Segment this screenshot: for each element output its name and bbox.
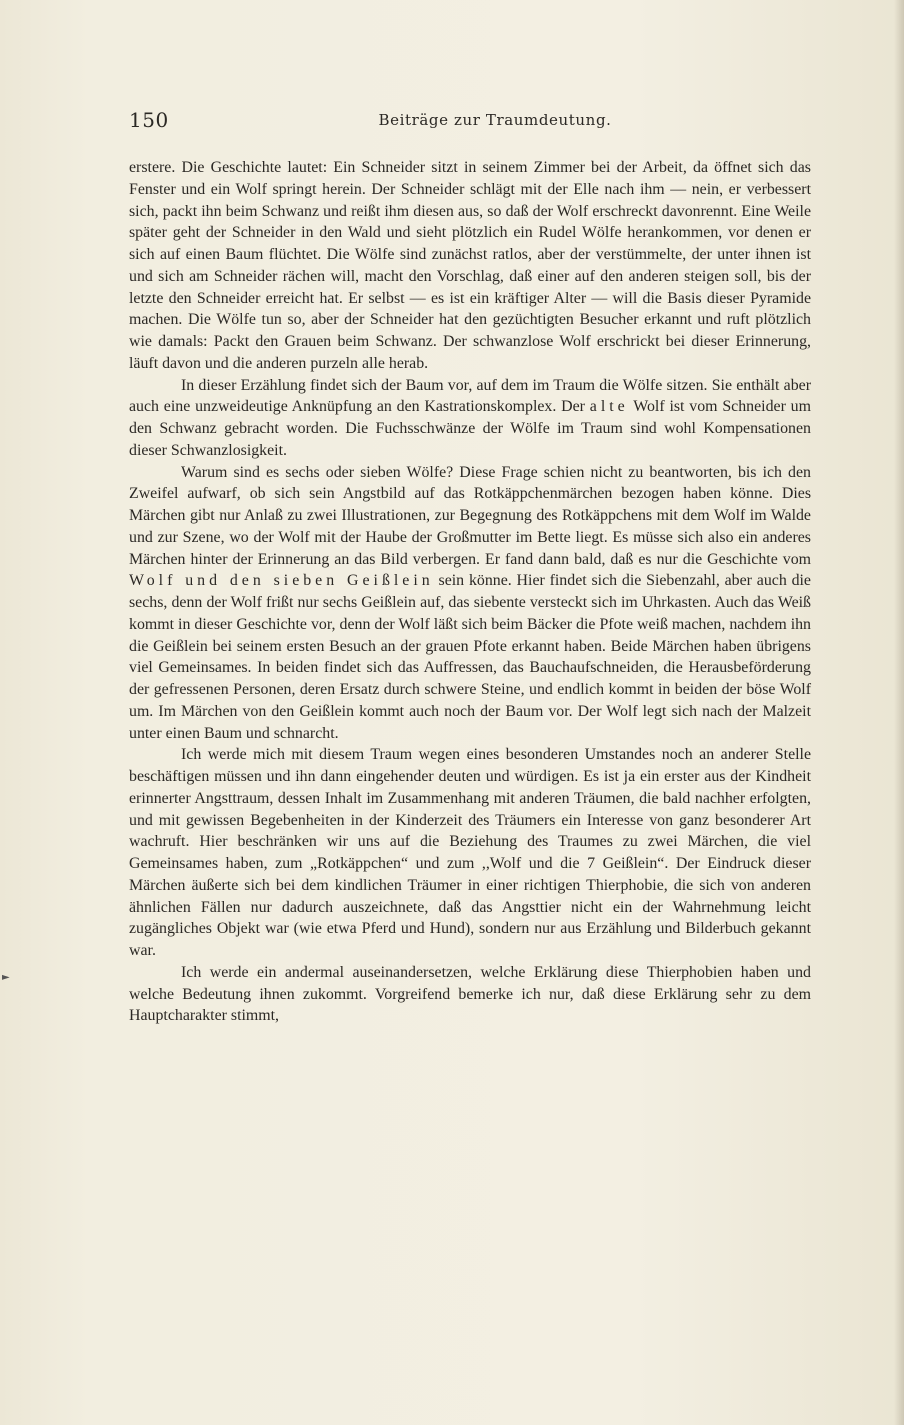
emphasized-text: Wolf und den sieben Geißlein [129, 572, 434, 590]
page-header [129, 108, 811, 132]
emphasized-text: alte [589, 398, 629, 416]
paragraph [129, 375, 811, 462]
paragraph [129, 962, 811, 1027]
body-text [129, 157, 811, 1027]
page-number: 150 [129, 108, 169, 132]
paragraph-text: Ich werde ein andermal auseinandersetzen, welche Erklärung diese Thierphobien haben und welche Bedeutung ihnen zukommt. Vorgreifend bemerke ich nur, daß diese Erklärung sehr zu dem Hauptcharakter stimmt, [129, 963, 811, 1025]
running-title: Beiträge zur Traumdeutung. [378, 111, 612, 129]
paragraph [129, 157, 811, 375]
paragraph-text: Ich werde mich mit diesem Traum wegen eines besonderen Umstandes noch an anderer Stelle beschäftigen müssen und ihn dann eingehender deuten und würdigen. Es ist ja ein erster aus der Kindheit erinnerter Angsttraum, dessen Inhalt im Zusammenhang mit anderen Träumen, die bald nachher erfolgten, und mit gewissen Begebenheiten in der Kinderzeit des Träumers ein Interesse von ganz besonderer Art wachruft. Hier beschränken wir uns auf die Beziehung des Traumes zu zwei Märchen, die viel Gemeinsames haben, zum „Rotkäppchen“ und zum ,,Wolf und die 7 Geißlein“. Der Eindruck dieser Märchen äußerte sich bei dem kindlichen Träumer in einer richtigen Thierphobie, die sich von anderen ähnlichen Fällen nur dadurch auszeichnete, daß das Angsttier nicht ein der Wahrnehmung leicht zugängliches Objekt war (wie etwa Pferd und Hund), sondern nur aus Erzählung und Bilderbuch gekannt war. [129, 746, 811, 959]
paragraph [129, 744, 811, 962]
page-gutter-shadow [894, 0, 904, 1425]
paragraph [129, 462, 811, 745]
paragraph-text: Warum sind es sechs oder sieben Wölfe? Diese Frage schien nicht zu beantworten, bis ich den Zweifel aufwarf, ob sich sein Angstbild auf das Rotkäppchenmärchen bezogen haben könne. Dies Märchen gibt nur Anlaß zu zwei Illustrationen, zur Begegnung des Rotkäppchens mit dem Wolf im Walde und zur Szene, wo der Wolf mit der Haube der Großmutter im Bette liegt. Es müsse sich also ein anderes Märchen hinter der Erinnerung an das Bild verbergen. Er fand dann bald, daß es nur die Geschichte vom [129, 463, 811, 568]
paragraph-text: erstere. Die Geschichte lautet: Ein Schneider sitzt in seinem Zimmer bei der Arbeit, da öffnet sich das Fenster und ein Wolf springt herein. Der Schneider schlägt mit der Elle nach ihm — nein, er verbessert sich, packt ihn beim Schwanz und reißt ihm diesen aus, so daß der Wolf erschreckt davonrennt. Eine Weile später geht der Schneider in den Wald und sieht plötzlich ein Rudel Wölfe herankommen, vor denen er sich auf einen Baum flüchtet. Die Wölfe sind zunächst ratlos, aber der verstümmelte, der unter ihnen ist und sich am Schneider rächen will, macht den Vorschlag, daß einer auf den anderen steigen soll, bis der letzte den Schneider erreicht hat. Er selbst — es ist ein kräftiger Alter — will die Basis dieser Pyramide machen. Die Wölfe tun so, aber der Schneider hat den gezüchtigten Besucher erkannt und ruft plötzlich wie damals: Packt den Grauen beim Schwanz. Der schwanzlose Wolf erschrickt bei dieser Erinnerung, läuft davon und die anderen purzeln alle herab. [129, 159, 811, 372]
paragraph-text: Wolf ist vom Schneider um den Schwanz gebracht worden. Die Fuchsschwänze der Wölfe im Traum sind wohl Kompensationen dieser Schwanzlosigkeit. [129, 398, 811, 459]
margin-mark-icon: ► [2, 972, 10, 983]
paragraph-text: In dieser Erzählung findet sich der Baum vor, auf dem im Traum die Wölfe sitzen. Sie enthält aber auch eine unzweideutige Anknüpfung an den Kastrationskomplex. Der [129, 376, 811, 416]
paragraph-text: sein könne. Hier findet sich die Siebenzahl, aber auch die sechs, denn der Wolf frißt nur sechs Geißlein auf, das siebente versteckt sich im Uhrkasten. Auch das Weiß kommt in dieser Geschichte vor, denn der Wolf läßt sich beim Bäcker die Pfote weiß machen, nachdem ihn die Geißlein bei seinem ersten Besuch an der grauen Pfote erkannt haben. Beide Märchen haben übrigens viel Gemeinsames. In beiden findet sich das Auffressen, das Bauchaufschneiden, die Herausbeförderung der gefressenen Personen, deren Ersatz durch schwere Steine, und endlich kommt in beiden der böse Wolf um. Im Märchen von den Geißlein kommt auch noch der Baum vor. Der Wolf legt sich nach der Malzeit unter einen Baum und schnarcht. [129, 572, 811, 742]
